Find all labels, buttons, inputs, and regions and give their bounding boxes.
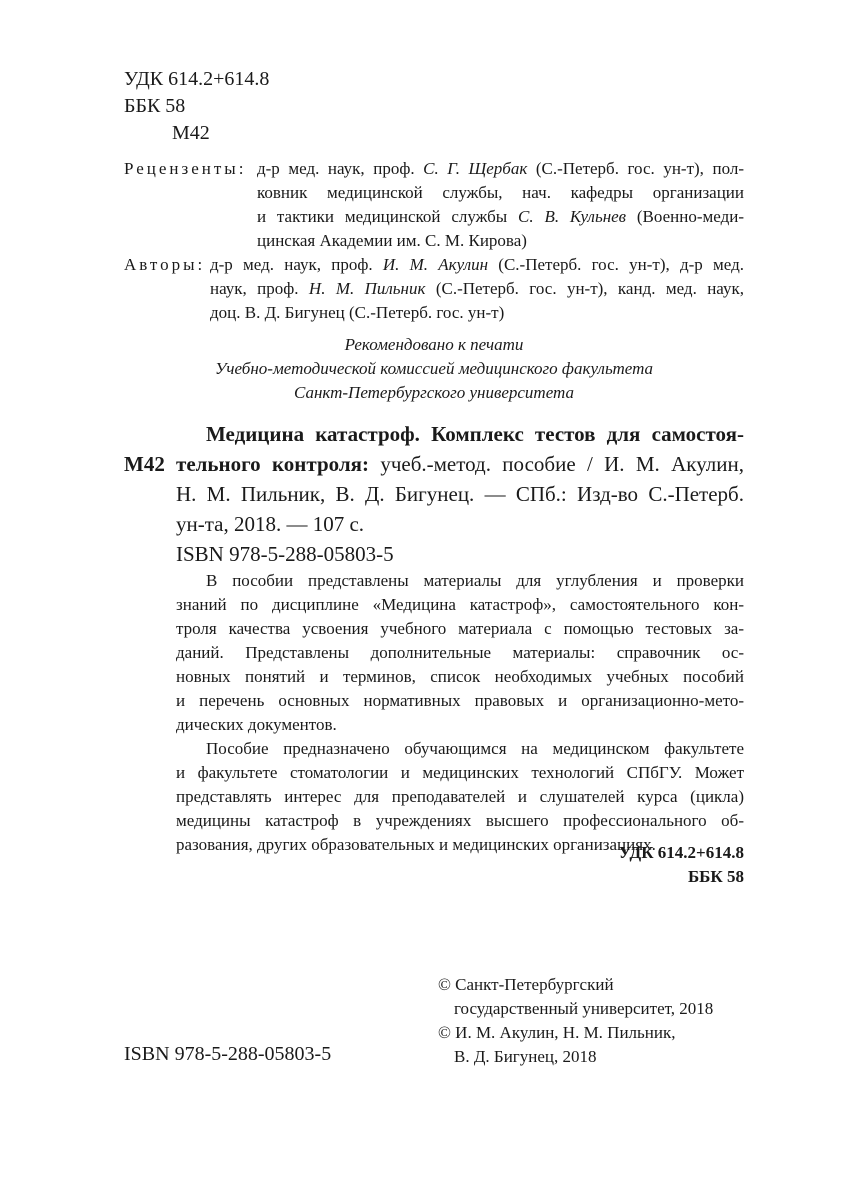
authors-label: Авторы:	[124, 255, 206, 274]
bibliography-line: Н. М. Пильник, В. Д. Бигунец. — СПб.: Изд-во С.-Петерб.	[176, 482, 744, 506]
footer-isbn: ISBN 978-5-288-05803-5	[124, 1043, 332, 1065]
copyright-line: В. Д. Бигунец, 2018	[454, 1047, 597, 1066]
header-classification	[124, 66, 424, 147]
copyright-line: © И. М. Акулин, Н. М. Пильник,	[438, 1023, 676, 1042]
classification-udk: УДК 614.2+614.8	[618, 843, 744, 862]
classification	[480, 841, 744, 889]
reviewers-block	[257, 157, 744, 253]
header-author-mark: М42	[172, 122, 210, 144]
reviewers-label: Рецензенты:	[124, 159, 247, 178]
bibliography-entry	[176, 419, 744, 569]
reviewers-line: цинская Академии им. С. М. Кирова)	[257, 231, 527, 250]
copyright-line: государственный университет, 2018	[454, 999, 714, 1018]
reviewers-line: д-р мед. наук, проф. С. Г. Щербак (С.-Петерб. гос. ун-т), пол-	[257, 159, 744, 178]
authors-line: д-р мед. наук, проф. И. М. Акулин (С.-Петерб. гос. ун-т), д-р мед.	[210, 255, 744, 274]
reviewers-line: ковник медицинской службы, нач. кафедры организации	[257, 183, 744, 202]
abstract: В пособии представлены материалы для углубления и проверки знаний по дисциплине «Медицина катастроф», самостоятельного кон- троля качества усвоения учебного материала с помощью тестовых за- даний. Представлены дополнительные материалы: справочник ос- новных понятий и терминов, список необходимых учебных пособий и перечень основных нормативных правовых и организационно-мето- дических документов. Пособие предназначено обучающимся на медицинском факультете и факультете стоматологии и медицинских технологий СПбГУ. Может представлять интерес для преподавателей и слушателей курса (цикла) медицины катастроф в учреждениях высшего профессионального об- разования, других образовательных и медицинских организациях.	[176, 571, 744, 854]
copyright-line: © Санкт-Петербургский	[438, 975, 614, 994]
authors-block	[210, 253, 744, 325]
reviewers-line: и тактики медицинской службы С. В. Кульнев (Военно-меди-	[257, 207, 744, 226]
recommendation: Рекомендовано к печати Учебно-методической комиссией медицинского факультета Санкт-Петербургского университета	[214, 335, 654, 402]
bibliography-mark: М42	[124, 452, 165, 476]
bibliography-line: ун-та, 2018. — 107 с.	[176, 512, 365, 536]
classification-bbk: ББК 58	[687, 867, 744, 886]
header-bbk: ББК 58	[124, 95, 186, 117]
bibliography-title: Медицина катастроф. Комплекс тестов для самостоя-	[206, 422, 744, 446]
header-udk: УДК 614.2+614.8	[124, 68, 270, 90]
authors-line: доц. В. Д. Бигунец (С.-Петерб. гос. ун-т)	[210, 303, 505, 322]
bibliography-line: тельного контроля: учеб.-метод. пособие / И. М. Акулин,	[176, 452, 744, 476]
copyright-block	[438, 973, 758, 1069]
authors-line: наук, проф. Н. М. Пильник (С.-Петерб. гос. ун-т), канд. мед. наук,	[210, 279, 745, 298]
bibliography-isbn: ISBN 978-5-288-05803-5	[176, 542, 394, 566]
